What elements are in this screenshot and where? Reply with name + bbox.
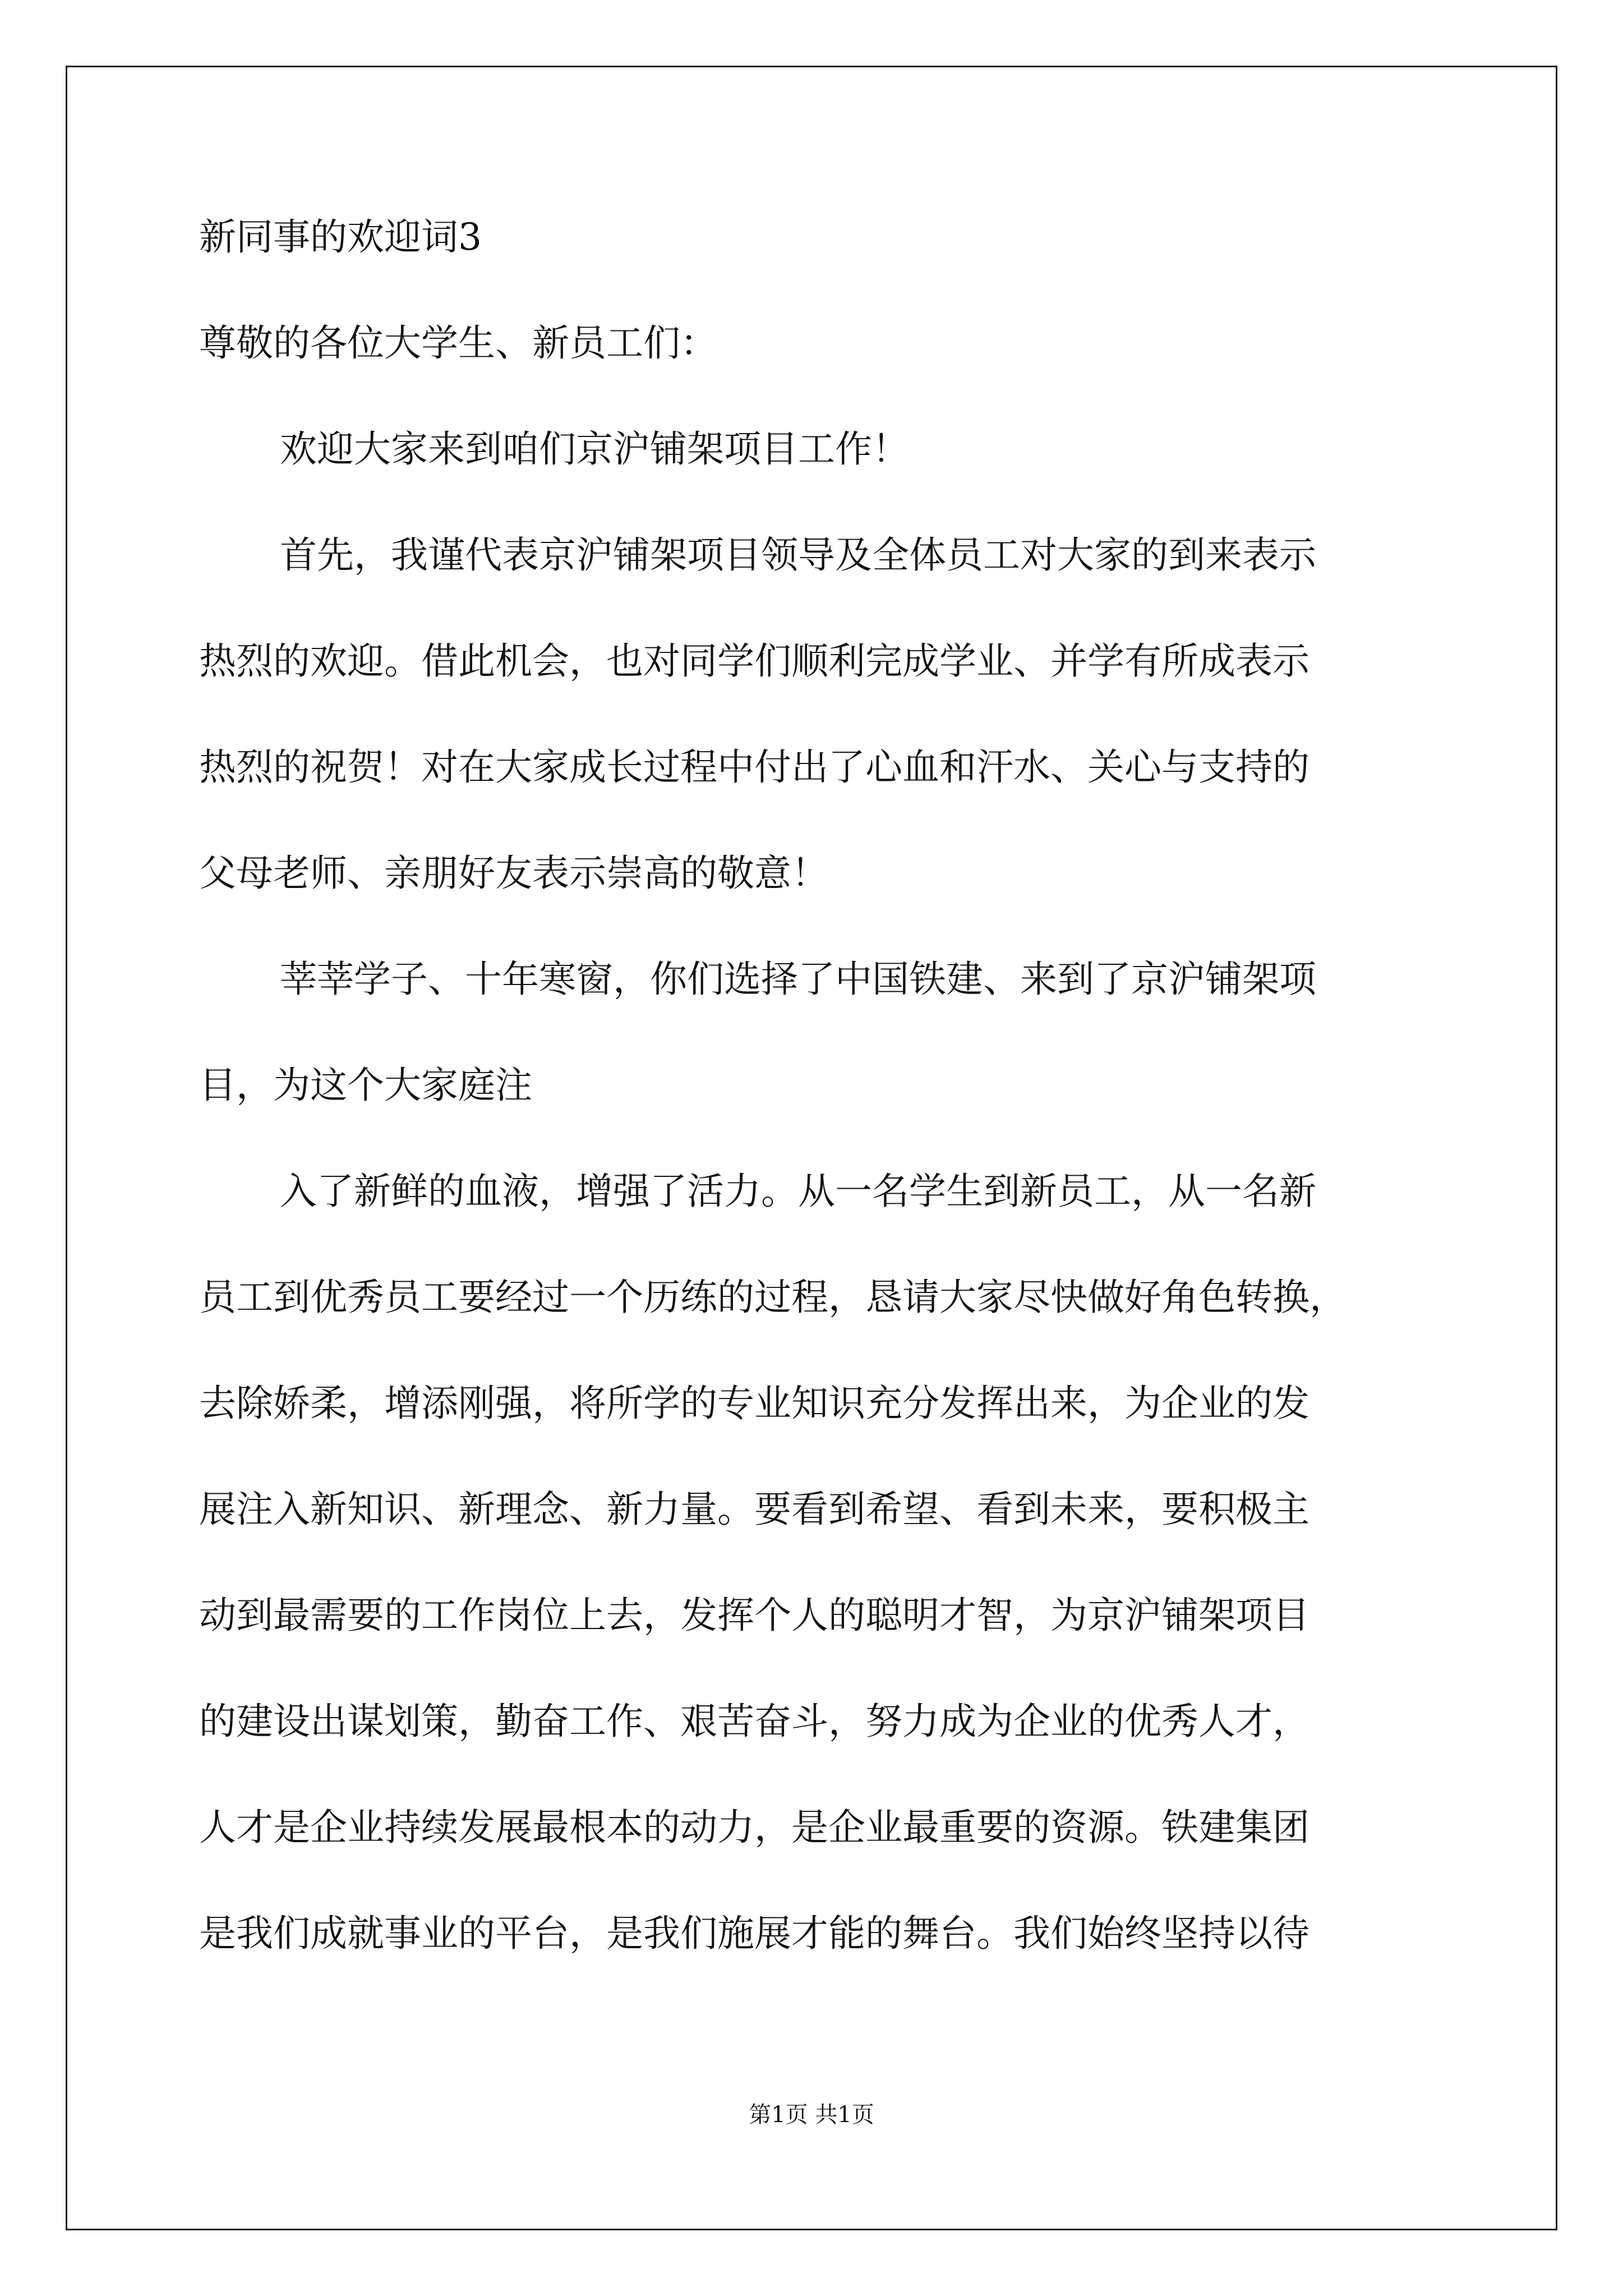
body-line: 员工到优秀员工要经过一个历练的过程，恳请大家尽快做好角色转换，: [199, 1276, 1347, 1319]
body-line: 展注入新知识、新理念、新力量。要看到希望、看到未来，要积极主: [199, 1488, 1310, 1531]
body-line: 是我们成就事业的平台，是我们施展才能的舞台。我们始终坚持以待: [199, 1912, 1310, 1955]
body-line: 欢迎大家来到咱们京沪铺架项目工作！: [280, 427, 909, 471]
body-lines: [199, 422, 1483, 2013]
body-line: 目，为这个大家庭注: [199, 1064, 532, 1107]
document-title: 新同事的欢迎词3: [199, 215, 482, 259]
body-line: 热烈的欢迎。借此机会，也对同学们顺利完成学业、并学有所成表示: [199, 639, 1310, 683]
body-line: 动到最需要的工作岗位上去，发挥个人的聪明才智，为京沪铺架项目: [199, 1594, 1310, 1637]
salutation: 尊敬的各位大学生、新员工们：: [199, 321, 717, 365]
body-line: 入了新鲜的血液，增强了活力。从一名学生到新员工，从一名新: [280, 1170, 1316, 1213]
body-line: 人才是企业持续发展最根本的动力，是企业最重要的资源。铁建集团: [199, 1806, 1310, 1849]
body-line: 父母老师、亲朋好友表示崇高的敬意！: [199, 852, 828, 895]
body-line: 莘莘学子、十年寒窗，你们选择了中国铁建、来到了京沪铺架项: [280, 958, 1316, 1001]
page-footer: 第1页 共1页: [749, 2102, 874, 2128]
body-line: 热烈的祝贺！对在大家成长过程中付出了心血和汗水、关心与支持的: [199, 746, 1310, 789]
body-line: 首先，我谨代表京沪铺架项目领导及全体员工对大家的到来表示: [280, 533, 1316, 577]
body-line: 去除娇柔，增添刚强，将所学的专业知识充分发挥出来，为企业的发: [199, 1382, 1310, 1425]
document-body: [199, 210, 1483, 2013]
body-line: 的建设出谋划策，勤奋工作、艰苦奋斗，努力成为企业的优秀人才，: [199, 1700, 1310, 1743]
